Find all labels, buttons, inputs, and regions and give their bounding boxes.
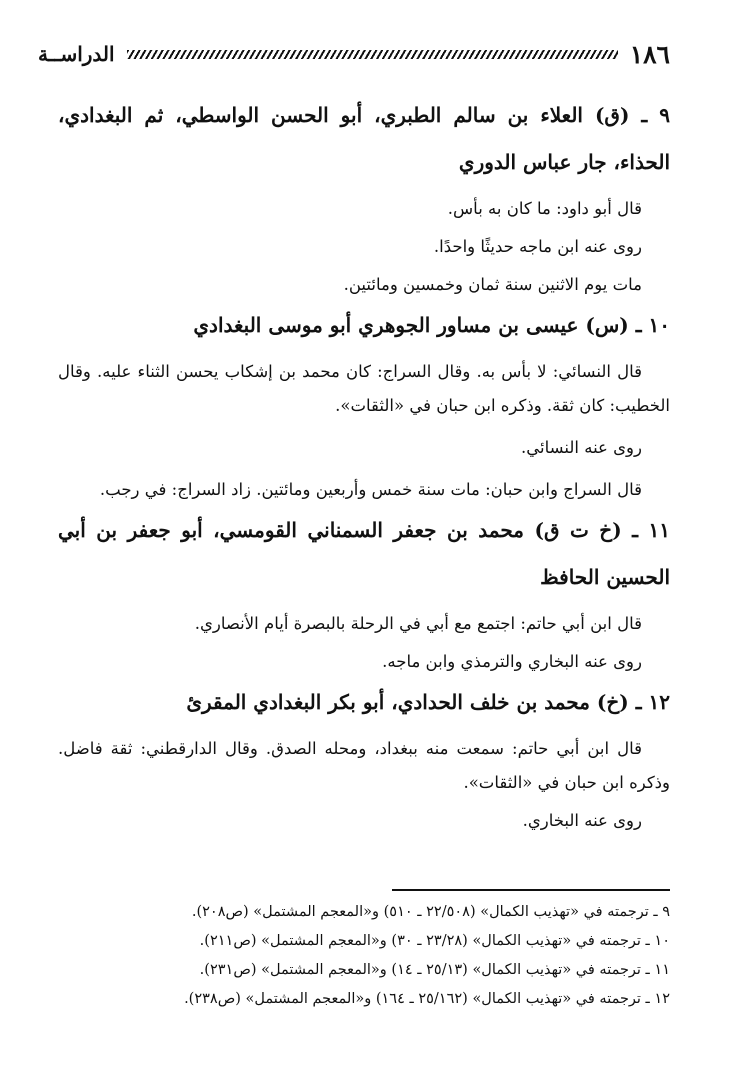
page-header [38,34,670,74]
footnotes [58,898,670,1014]
entry-paragraph: روى عنه ابن ماجه حديثًا واحدًا. [433,237,642,256]
biography-entry-12 [58,679,670,838]
footnote: ١٢ ـ ترجمته في «تهذيب الكمال» (٢٥/١٦٢ ـ ١٦٤) و«المعجم المشتمل» (ص٢٣٨). [184,991,670,1007]
entry-paragraph: روى عنه البخاري. [522,811,642,830]
entry-paragraph: قال أبو داود: ما كان به بأس. [447,199,642,218]
entry-title: ٩ ـ (ق) العلاء بن سالم الطبري، أبو الحسن الواسطي، ثم البغدادي، الحذاء، جار عباس الدوري [58,103,670,174]
entry-paragraph: قال النسائي: لا بأس به. وقال السراج: كان محمد بن إشكاب يحسن الثناء عليه. وقال الخطيب: كان ثقة. وذكره ابن حبان في «الثقات». [58,362,670,415]
biography-entry-11 [58,507,670,679]
main-text [58,92,670,838]
header-hatched-rule [127,50,618,59]
entry-paragraph: مات يوم الاثنين سنة ثمان وخمسين ومائتين. [343,275,642,294]
entry-paragraph: روى عنه البخاري والترمذي وابن ماجه. [382,652,642,671]
entry-paragraph: روى عنه النسائي. [521,438,642,457]
biography-entry-9 [58,92,670,302]
entry-paragraph: قال ابن أبي حاتم: سمعت منه ببغداد، ومحله الصدق. وقال الدارقطني: ثقة فاضل. وذكره ابن حبان في «الثقات». [58,739,670,792]
footnote: ١٠ ـ ترجمته في «تهذيب الكمال» (٢٣/٢٨ ـ ٣٠) و«المعجم المشتمل» (ص٢١١). [199,933,670,949]
entry-paragraph: قال ابن أبي حاتم: اجتمع مع أبي في الرحلة بالبصرة أيام الأنصاري. [194,614,642,633]
biography-entry-10 [58,302,670,507]
entry-title: ١١ ـ (خ ت ق) محمد بن جعفر السمناني القومسي، أبو جعفر بن أبي الحسين الحافظ [58,518,670,589]
entry-paragraph: قال السراج وابن حبان: مات سنة خمس وأربعين ومائتين. زاد السراج: في رجب. [99,480,642,499]
running-title: الدراســة [38,42,115,66]
page-number: ١٨٦ [629,39,670,69]
footnote: ٩ ـ ترجمته في «تهذيب الكمال» (٢٢/٥٠٨ ـ ٥١٠) و«المعجم المشتمل» (ص٢٠٨). [191,904,670,920]
entry-title: ١٢ ـ (خ) محمد بن خلف الحدادي، أبو بكر البغدادي المقرئ [186,690,670,714]
footnote-separator [392,889,670,891]
footnote: ١١ ـ ترجمته في «تهذيب الكمال» (٢٥/١٣ ـ ١٤) و«المعجم المشتمل» (ص٢٣١). [199,962,670,978]
entry-title: ١٠ ـ (س) عيسى بن مساور الجوهري أبو موسى البغدادي [193,313,670,337]
